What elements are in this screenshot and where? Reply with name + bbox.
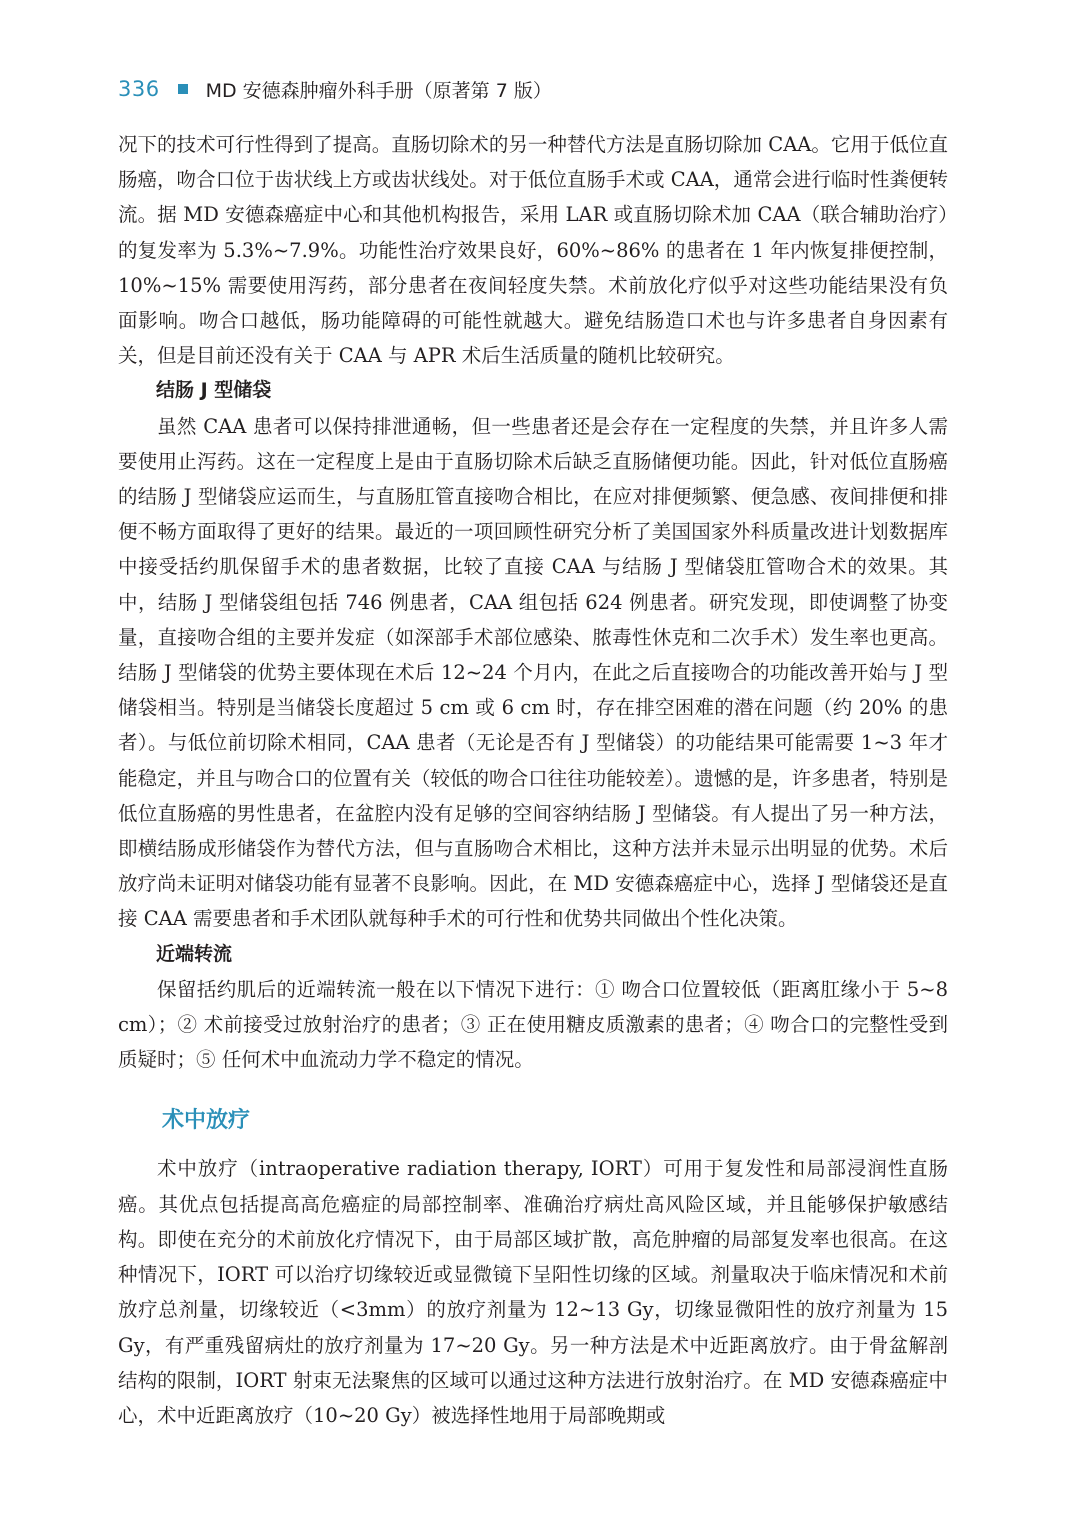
page-number: 336 — [118, 77, 160, 101]
subheading-colonic-j-pouch: 结肠 J 型储袋 — [156, 379, 272, 402]
header-square-marker — [178, 84, 188, 94]
paragraph-1: 况下的技术可行性得到了提高。直肠切除术的另一种替代方法是直肠切除加 CAA。它用于低位直肠癌，吻合口位于齿状线上方或齿状线处。对于低位直肠手术或 CAA，通常会进行临时性粪便转流。据 MD 安德森癌症中心和其他机构报告，采用 LAR 或直肠切除术加 CAA（联合辅助治疗）的复发率为 5.3%~7.9%。功能性治疗效果良好，60%~86% 的患者在 1 年内恢复排便控制，10%~15% 需要使用泻药，部分患者在夜间轻度失禁。术前放化疗似乎对这些功能结果没有负面影响。吻合口越低，肠功能障碍的可能性就越大。避免结肠造口术也与许多患者自身因素有关，但是目前还没有关于 CAA 与 APR 术后生活质量的随机比较研究。 — [118, 133, 948, 368]
page-body — [118, 127, 948, 1433]
section-title-iort: 术中放疗 — [162, 1108, 251, 1134]
paragraph-3: 保留括约肌后的近端转流一般在以下情况下进行：① 吻合口位置较低（距离肛缘小于 5~8 cm）；② 术前接受过放射治疗的患者；③ 正在使用糖皮质激素的患者；④ 吻合口的完整性受到质疑时；⑤ 任何术中血流动力学不稳定的情况。 — [118, 977, 948, 1072]
subheading-proximal-diversion: 近端转流 — [156, 942, 233, 965]
book-title: MD 安德森肿瘤外科手册（原著第 7 版） — [205, 79, 552, 102]
paragraph-4: 术中放疗（intraoperative radiation therapy, IORT）可用于复发性和局部浸润性直肠癌。其优点包括提高高危癌症的局部控制率、准确治疗病灶高风险区域，并且能够保护敏感结构。即使在充分的术前放化疗情况下，由于局部区域扩散，高危肿瘤的局部复发率也很高。在这种情况下，IORT 可以治疗切缘较近或显微镜下呈阳性切缘的区域。剂量取决于临床情况和术前放疗总剂量，切缘较近（<3mm）的放疗剂量为 12~13 Gy，切缘显微阳性的放疗剂量为 15 Gy，有严重残留病灶的放疗剂量为 17~20 Gy。另一种方法是术中近距离放疗。由于骨盆解剖结构的限制，IORT 射束无法聚焦的区域可以通过这种方法进行放射治疗。在 MD 安德森癌症中心，术中近距离放疗（10~20 Gy）被选择性地用于局部晚期或 — [118, 1157, 948, 1427]
page-header — [118, 72, 552, 106]
paragraph-2: 虽然 CAA 患者可以保持排泄通畅，但一些患者还是会存在一定程度的失禁，并且许多人需要使用止泻药。这在一定程度上是由于直肠切除术后缺乏直肠储便功能。因此，针对低位直肠癌的结肠 J 型储袋应运而生，与直肠肛管直接吻合相比，在应对排便频繁、便急感、夜间排便和排便不畅方面取得了更好的结果。最近的一项回顾性研究分析了美国国家外科质量改进计划数据库中接受括约肌保留手术的患者数据，比较了直接 CAA 与结肠 J 型储袋肛管吻合术的效果。其中，结肠 J 型储袋组包括 746 例患者，CAA 组包括 624 例患者。研究发现，即使调整了协变量，直接吻合组的主要并发症（如深部手术部位感染、脓毒性休克和二次手术）发生率也更高。结肠 J 型储袋的优势主要体现在术后 12~24 个月内，在此之后直接吻合的功能改善开始与 J 型储袋相当。特别是当储袋长度超过 5 cm 或 6 cm 时，存在排空困难的潜在问题（约 20% 的患者）。与低位前切除术相同，CAA 患者（无论是否有 J 型储袋）的功能结果可能需要 1~3 年才能稳定，并且与吻合口的位置有关（较低的吻合口往往功能较差）。遗憾的是，许多患者，特别是低位直肠癌的男性患者，在盆腔内没有足够的空间容纳结肠 J 型储袋。有人提出了另一种方法，即横结肠成形储袋作为替代方法，但与直肠吻合术相比，这种方法并未显示出明显的优势。术后放疗尚未证明对储袋功能有显著不良影响。因此，在 MD 安德森癌症中心，选择 J 型储袋还是直接 CAA 需要患者和手术团队就每种手术的可行性和优势共同做出个性化决策。 — [118, 414, 948, 931]
